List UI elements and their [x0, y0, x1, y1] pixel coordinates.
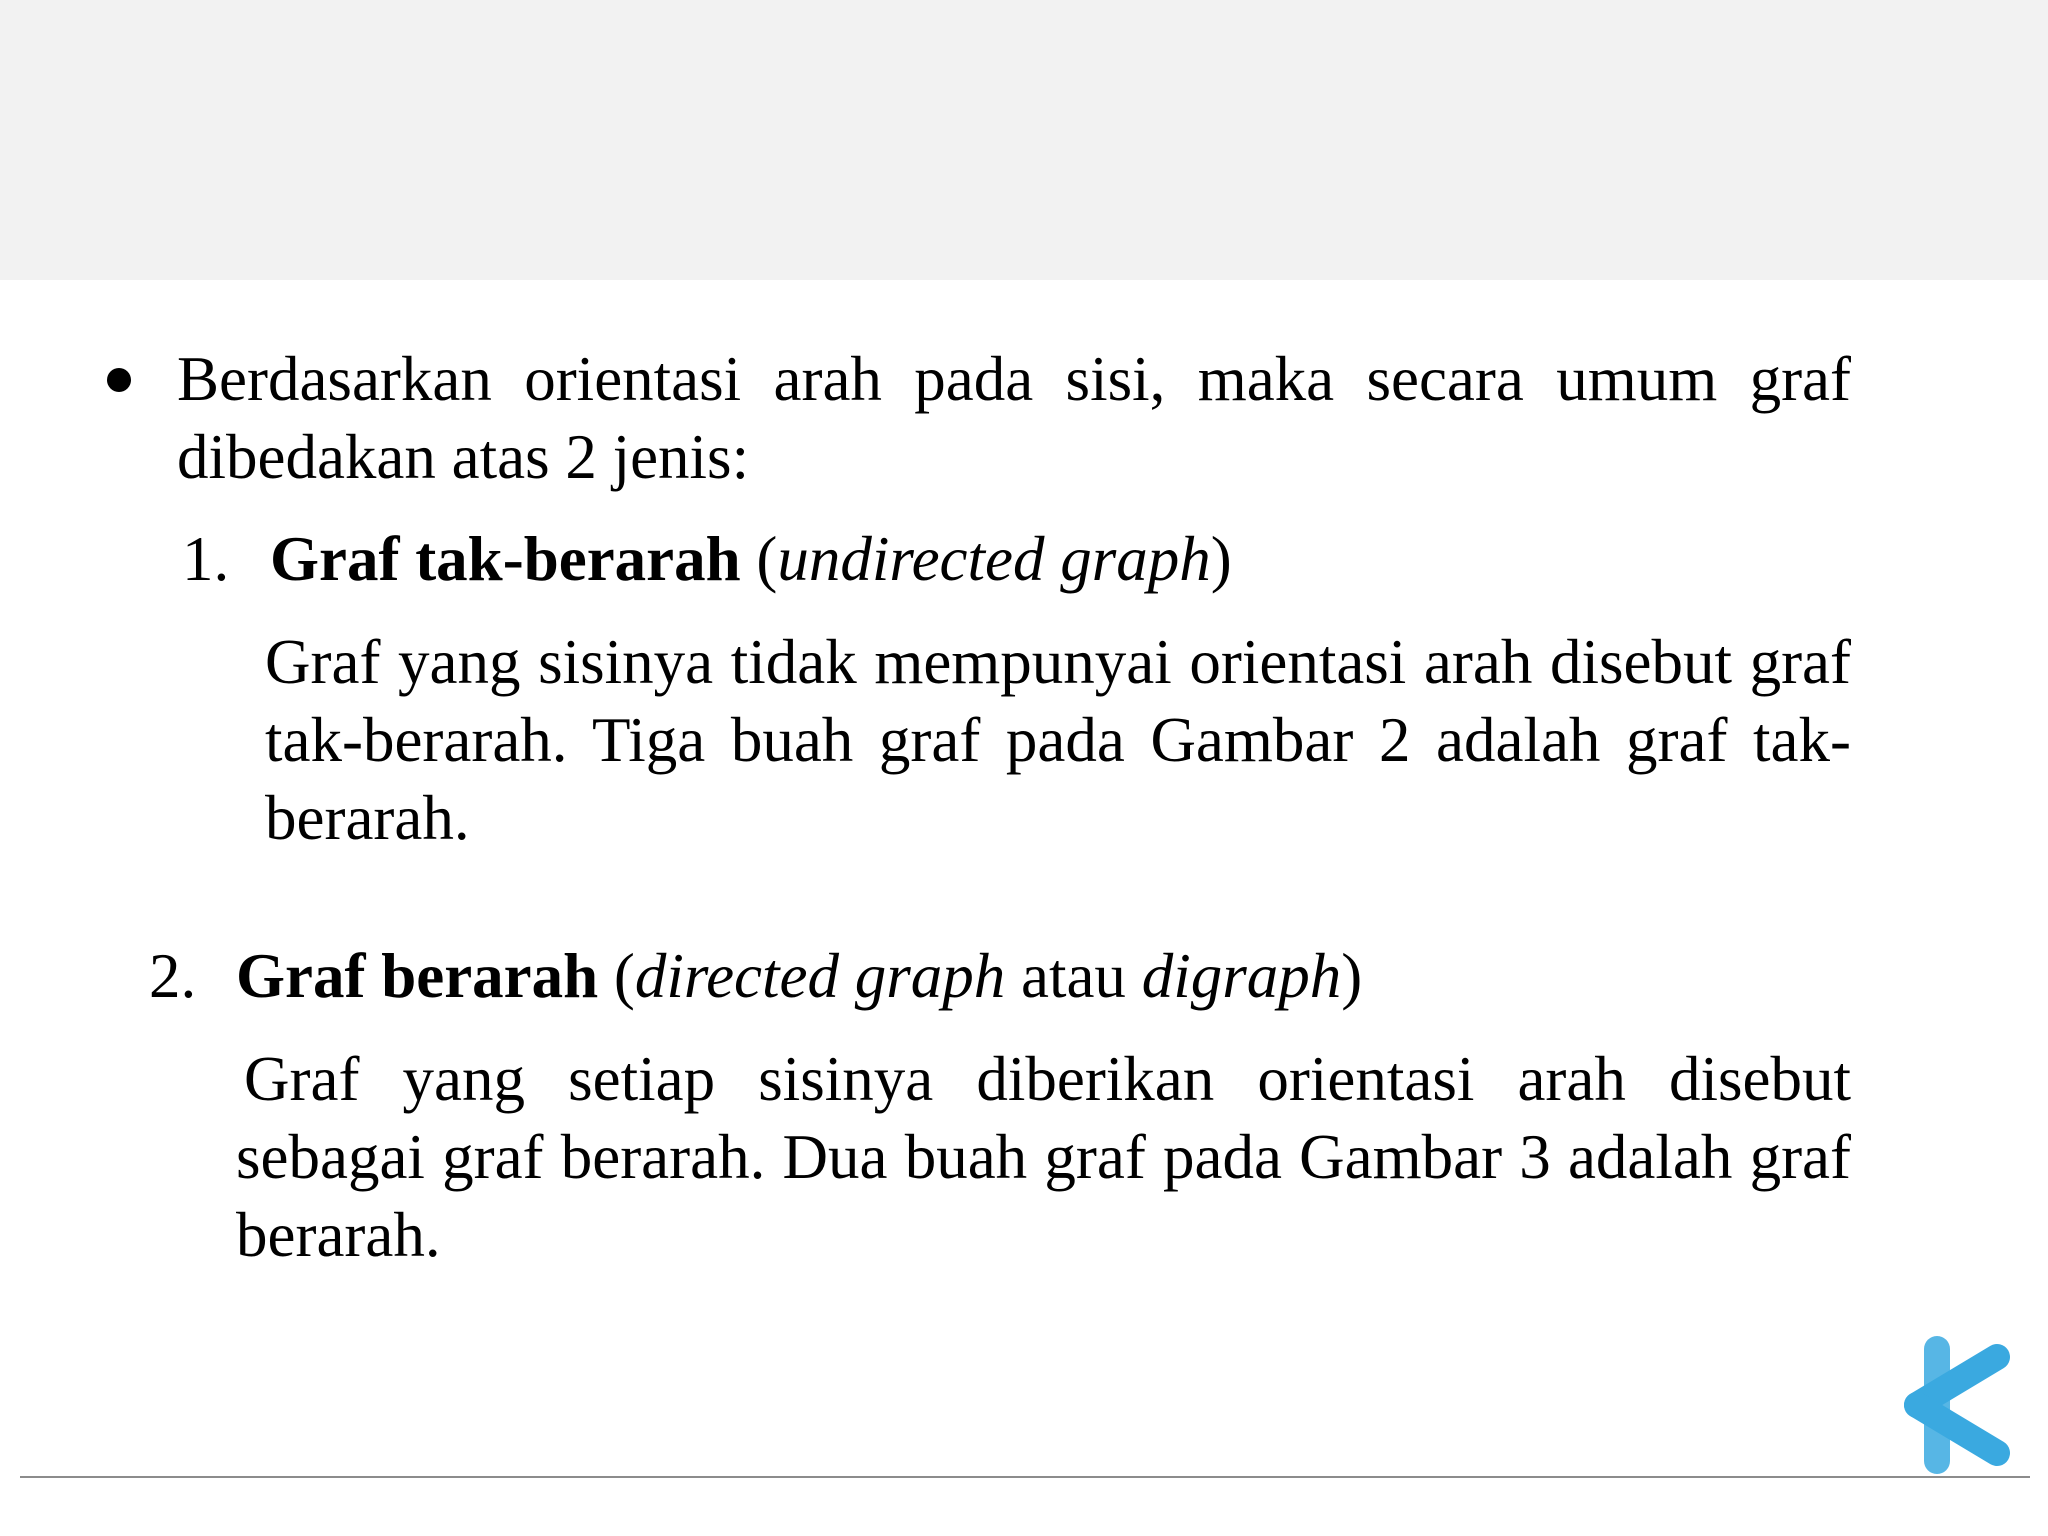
item-2-heading	[236, 937, 1362, 1015]
item-1-title-italic: undirected graph	[777, 524, 1211, 594]
item-1-heading	[270, 520, 1232, 598]
item-2-connector: atau	[1005, 941, 1142, 1011]
item-2-title-bold: Graf berarah	[236, 941, 599, 1011]
item-1-body: Graf yang sisinya tidak mempunyai orientasi arah disebut graf tak-berarah. Tiga buah graf pada Gambar 2 adalah graf tak-berarah.	[265, 627, 1851, 853]
footer-divider	[20, 1476, 2030, 1478]
item-2-body: Graf yang setiap sisinya diberikan orientasi arah disebut sebagai graf berarah. Dua buah graf pada Gambar 3 adalah graf berarah.	[236, 1044, 1851, 1270]
item-2-paren-open: (	[598, 941, 635, 1011]
item-2-paren-close: )	[1341, 941, 1363, 1011]
bullet-icon	[107, 368, 131, 392]
item-1-paren-close: )	[1210, 524, 1232, 594]
item-1-title-bold: Graf tak-berarah	[270, 524, 741, 594]
item-1-number: 1.	[182, 524, 230, 594]
item-2-title-italic-2: digraph	[1141, 941, 1342, 1011]
intro-bullet-text: Berdasarkan orientasi arah pada sisi, maka secara umum graf dibedakan atas 2 jenis:	[177, 344, 1851, 492]
item-1-paren-open: (	[740, 524, 778, 594]
item-2-number: 2.	[149, 941, 197, 1011]
k-chevron-logo-icon	[1895, 1335, 2015, 1475]
item-2-title-italic: directed graph	[634, 941, 1006, 1011]
